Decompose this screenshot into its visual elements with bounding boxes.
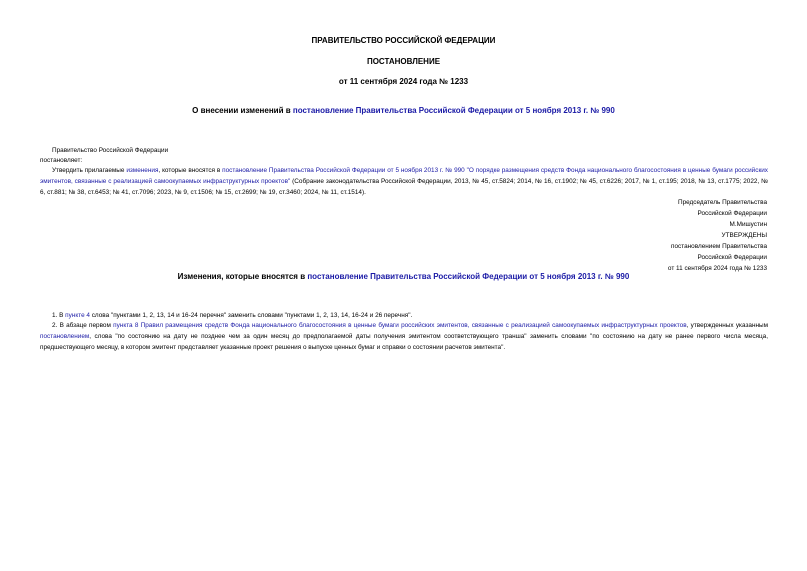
body-text: , которые вносятся в <box>158 167 223 174</box>
document-title-prefix: О внесении изменений в <box>192 106 293 115</box>
signature-block <box>678 197 767 230</box>
item-text: слова "пунктами 1, 2, 13, 14 и 16-24 перечня" заменить словами "пунктами 1, 2, 13, 14, 16-24 и 26 перечня". <box>89 312 413 319</box>
changes-heading <box>0 272 807 281</box>
document-date-number: от 11 сентября 2024 года № 1233 <box>338 77 469 86</box>
signature-position: Председатель Правительства <box>678 199 767 206</box>
changes-heading-prefix: Изменения, которые вносятся в <box>177 272 308 281</box>
amended-decree-link[interactable]: постановление Правительства Российской Федерации от 5 ноября 2013 г. № 990 <box>292 106 615 115</box>
signature-name: М.Мишустин <box>729 221 767 228</box>
document-type-heading: ПОСТАНОВЛЕНИЕ <box>366 57 441 66</box>
approval-stamp <box>668 230 767 274</box>
approval-heading: УТВЕРЖДЕНЫ <box>721 232 767 239</box>
item-text: 2. В абзаце первом <box>52 322 114 329</box>
item-text: , слова "по состоянию на дату не позднее чем за один месяц до предполагаемой даты получения эмитентом соответствующего транша" заменить словами "по состоянию на дату не ранее первого числа месяца, предшествующего месяцу, в котором эмитент представляет указанные проект решения о выпуске ценных бумаг и справки о состоянии расчетов эмитента". <box>40 333 768 351</box>
change-item-2 <box>40 320 768 353</box>
document-title <box>0 106 807 115</box>
changes-heading-link[interactable]: постановление Правительства Российской Федерации от 5 ноября 2013 г. № 990 <box>307 272 630 281</box>
decree-990-title-link[interactable]: "О порядке размещения средств Фонда национального благосостояния в ценные бумаги российских эмитентов, связанные с реализацией самоокупаемых инфраструктурных проектов" <box>40 167 768 185</box>
decree-link[interactable]: постановлением <box>40 333 90 340</box>
changes-link[interactable]: изменения <box>126 167 159 174</box>
body-paragraph <box>40 165 768 198</box>
preamble-line-1: Правительство Российской Федерации <box>52 147 169 154</box>
item-text: 1. В <box>52 312 66 319</box>
body-text: (Собрание законодательства Российской Федерации, 2013, № 45, ст.5824; 2014, № 16, ст.1902; № 45, ст.6226; 2017, № 1, ст.195; 2018, № 13, ст.1775; 2022, № 6, ст.881; № 38, ст.6453; № 41, ст.7096; 2023, № 9, ст.1506; № 15, ст.2699; № 19, ст.3460; 2024, № 11, ст.1514). <box>40 178 768 196</box>
body-text: Утвердить прилагаемые <box>52 167 127 174</box>
approval-date: от 11 сентября 2024 года № 1233 <box>667 265 767 272</box>
approval-line: Российской Федерации <box>697 254 767 261</box>
government-heading: ПРАВИТЕЛЬСТВО РОССИЙСКОЙ ФЕДЕРАЦИИ <box>311 36 496 45</box>
approval-line: постановлением Правительства <box>671 243 767 250</box>
decree-990-link[interactable]: постановление Правительства Российской Федерации от 5 ноября 2013 г. № 990 <box>222 167 465 174</box>
signature-position-2: Российской Федерации <box>697 210 767 217</box>
point-8-rules-link[interactable]: пункта 8 Правил размещения средств Фонда национального благосостояния в ценные бумаги российских эмитентов, связанные с реализацией самоокупаемых инфраструктурных проектов <box>113 322 687 329</box>
item-text: , утвержденных указанным <box>686 322 768 329</box>
point-4-link[interactable]: пункте 4 <box>65 312 90 319</box>
preamble-line-2: постановляет: <box>40 157 83 164</box>
